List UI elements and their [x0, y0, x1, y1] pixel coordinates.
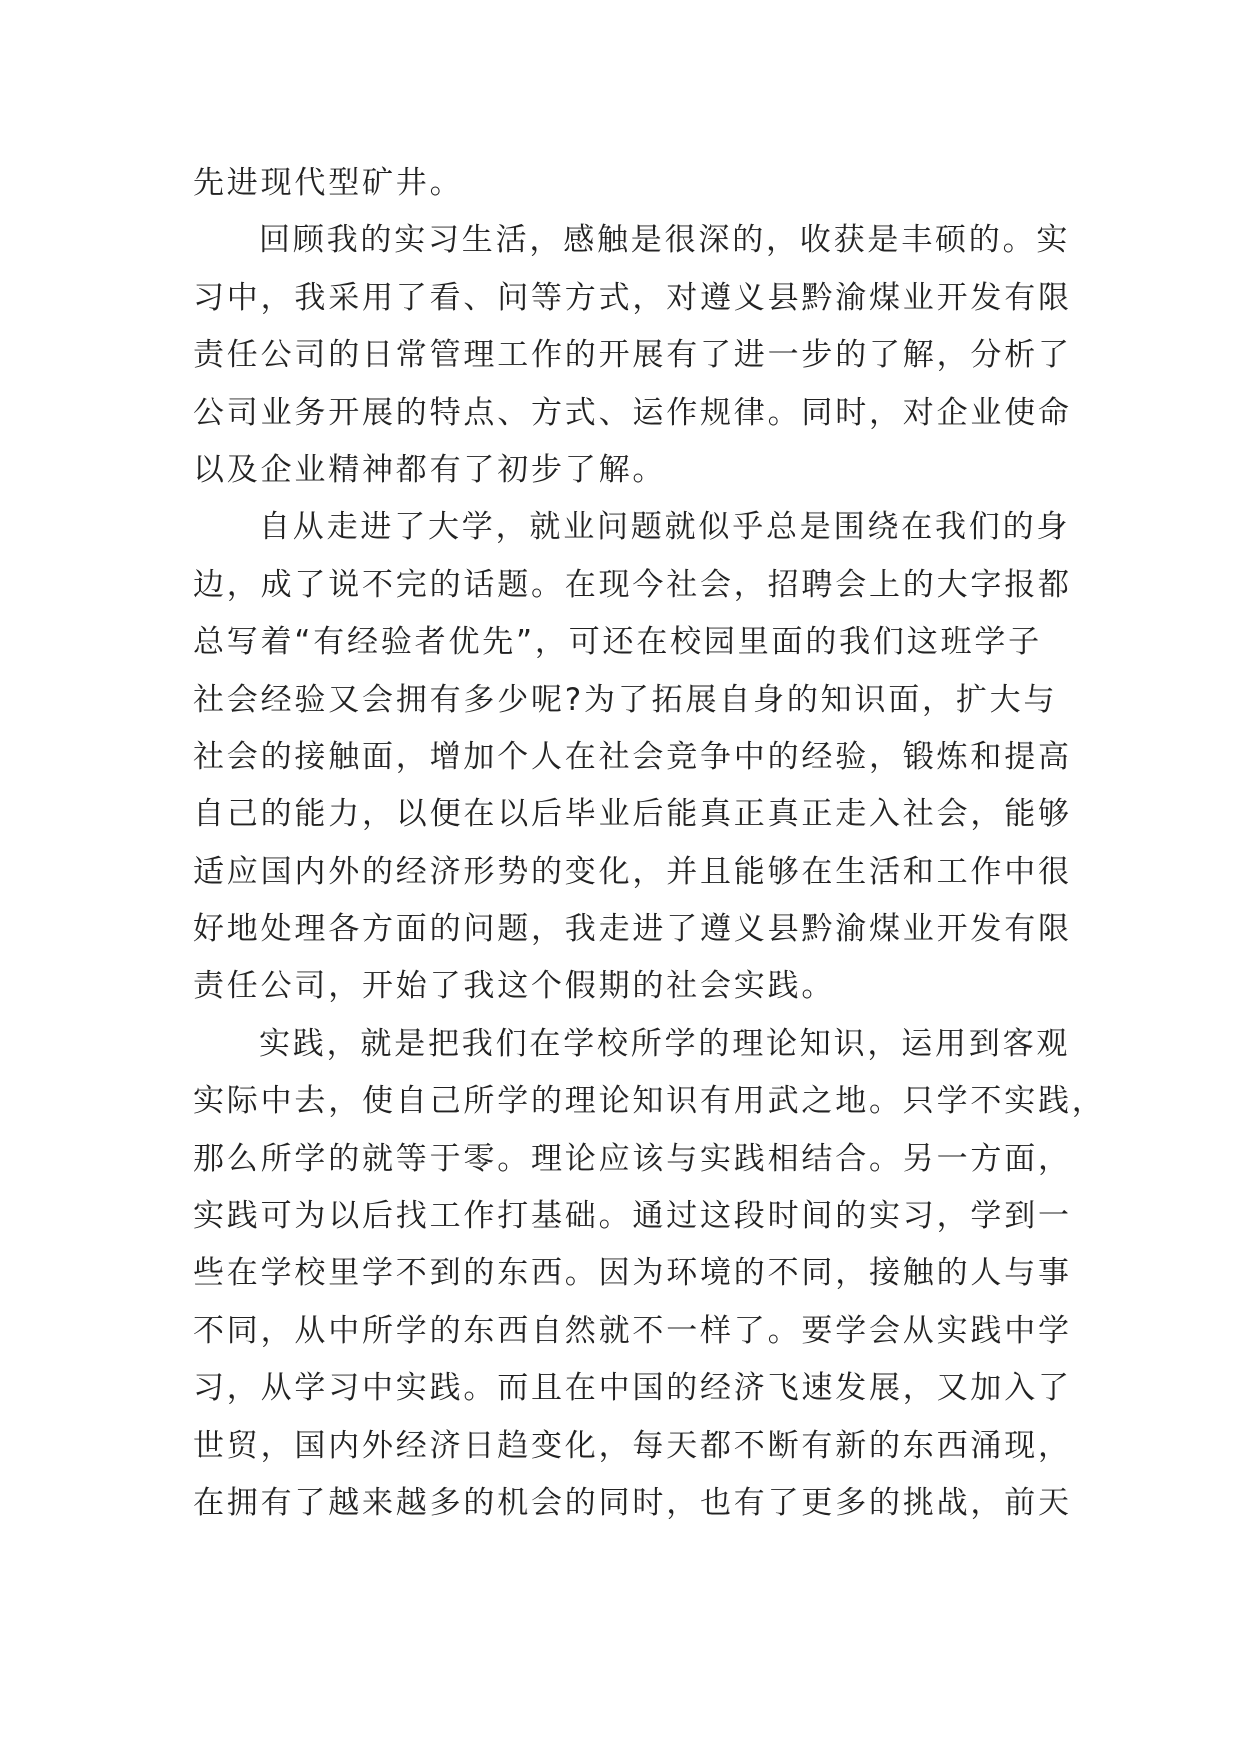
text-line: 世贸，国内外经济日趋变化，每天都不断有新的东西涌现， [193, 1427, 1072, 1464]
text-line: 在拥有了越来越多的机会的同时，也有了更多的挑战，前天 [193, 1484, 1072, 1521]
text-line: 习，从学习中实践。而且在中国的经济飞速发展，又加入了 [193, 1370, 1072, 1407]
paragraph-first-line: 自从走进了大学，就业问题就似乎总是围绕在我们的身 [259, 509, 1071, 546]
text-line: 那么所学的就等于零。理论应该与实践相结合。另一方面， [193, 1140, 1072, 1177]
text-line: 边，成了说不完的话题。在现今社会，招聘会上的大字报都 [193, 566, 1072, 603]
text-line: 些在学校里学不到的东西。因为环境的不同，接触的人与事 [193, 1255, 1072, 1292]
text-line: 习中，我采用了看、问等方式，对遵义县黔渝煤业开发有限 [193, 279, 1072, 316]
text-line: 好地处理各方面的问题，我走进了遵义县黔渝煤业开发有限 [193, 911, 1072, 948]
text-line: 先进现代型矿井。 [193, 165, 464, 201]
paragraph-first-line: 实践，就是把我们在学校所学的理论知识，运用到客观 [259, 1025, 1071, 1062]
text-line: 以及企业精神都有了初步了解。 [193, 451, 667, 488]
text-line: 适应国内外的经济形势的变化，并且能够在生活和工作中很 [193, 853, 1072, 890]
text-line: 总写着“有经验者优先”，可还在校园里面的我们这班学子 [193, 624, 1042, 661]
text-line: 实际中去，使自己所学的理论知识有用武之地。只学不实践， [193, 1083, 1106, 1120]
text-line: 责任公司，开始了我这个假期的社会实践。 [193, 968, 836, 1005]
text-line: 社会经验又会拥有多少呢?为了拓展自身的知识面，扩大与 [193, 681, 1058, 718]
text-line: 自己的能力，以便在以后毕业后能真正真正走入社会，能够 [193, 796, 1072, 833]
paragraph-first-line: 回顾我的实习生活，感触是很深的，收获是丰硕的。实 [259, 222, 1071, 259]
body-text [193, 155, 1106, 1532]
text-line: 实践可为以后找工作打基础。通过这段时间的实习，学到一 [193, 1198, 1072, 1235]
text-line: 不同，从中所学的东西自然就不一样了。要学会从实践中学 [193, 1312, 1072, 1349]
text-line: 责任公司的日常管理工作的开展有了进一步的了解，分析了 [193, 337, 1072, 374]
text-line: 社会的接触面，增加个人在社会竞争中的经验，锻炼和提高 [193, 738, 1072, 775]
text-line: 公司业务开展的特点、方式、运作规律。同时，对企业使命 [193, 394, 1072, 431]
